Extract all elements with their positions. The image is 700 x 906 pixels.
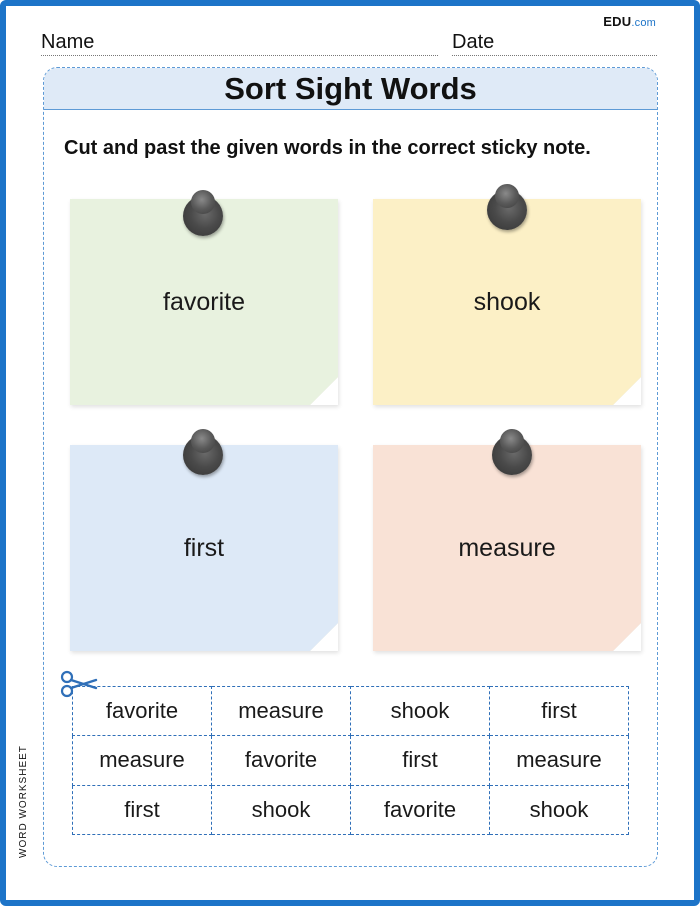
table-row [73, 687, 629, 736]
word-cell[interactable]: shook [212, 785, 351, 834]
page-curl [613, 377, 641, 405]
sticky-note-word: favorite [163, 287, 245, 316]
word-cell[interactable]: measure [212, 687, 351, 736]
name-label: Name [41, 31, 95, 53]
word-cell[interactable]: favorite [212, 736, 351, 785]
date-line [452, 55, 657, 56]
pushpin-icon [183, 196, 223, 236]
pushpin-icon [492, 435, 532, 475]
edu-logo [603, 14, 656, 29]
word-cell[interactable]: measure [490, 736, 629, 785]
word-cell[interactable]: first [490, 687, 629, 736]
date-field[interactable] [452, 31, 494, 54]
pushpin-icon [487, 190, 527, 230]
logo-text: EDU [603, 14, 632, 29]
sticky-note-first [70, 445, 338, 651]
date-label: Date [452, 31, 495, 53]
logo-suffix: .com [631, 17, 656, 29]
sticky-note-measure [373, 445, 641, 651]
word-cell[interactable]: first [73, 785, 212, 834]
side-label: WORD WORKSHEET [18, 745, 29, 858]
name-line [41, 55, 438, 56]
sticky-note-word: measure [458, 533, 556, 562]
word-cell[interactable]: first [351, 736, 490, 785]
pushpin-icon [183, 435, 223, 475]
instructions-text: Cut and past the given words in the correct sticky note. [64, 137, 591, 159]
sticky-note-word: shook [473, 287, 541, 316]
name-field[interactable] [41, 31, 94, 54]
page-curl [310, 377, 338, 405]
word-cell[interactable]: measure [73, 736, 212, 785]
table-row [73, 736, 629, 785]
word-cell[interactable]: favorite [73, 687, 212, 736]
cutout-word-grid [72, 686, 629, 835]
page-curl [613, 623, 641, 651]
word-cell[interactable]: favorite [351, 785, 490, 834]
page-curl [310, 623, 338, 651]
worksheet-title: Sort Sight Words [224, 70, 477, 106]
title-bar [44, 68, 657, 110]
sticky-note-word: first [183, 533, 225, 562]
word-cell[interactable]: shook [490, 785, 629, 834]
table-row [73, 785, 629, 834]
word-cell[interactable]: shook [351, 687, 490, 736]
